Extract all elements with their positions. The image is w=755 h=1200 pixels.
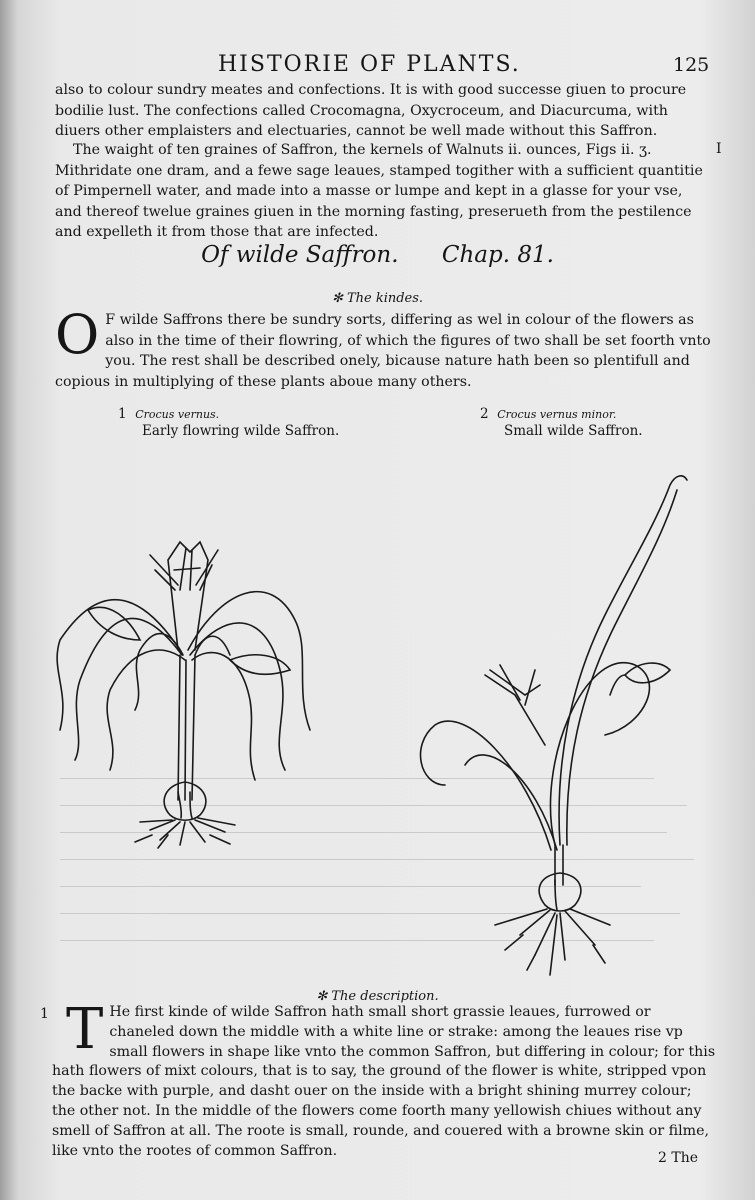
- crocus-vernus-illustration: [40, 530, 330, 880]
- chapter-title: Of wilde Saffron.: [201, 242, 399, 268]
- figure-caption-1: [118, 406, 339, 440]
- page-header: [0, 50, 755, 80]
- drop-capital-o: O: [55, 303, 100, 366]
- figure-latin-1: Crocus vernus.: [135, 408, 220, 421]
- description-text: He first kinde of wilde Saffron hath small short grassie leaues, furrowed or chaneled down the middle with a white line or strake: among the leaues rise vp small flowers in shape like vnto the common Saffron, but differing in colour; for this hath flowers of mixt colours, that is to say, the ground of the flower is white, stripped vpon the backe with purple, and dasht ouer on the inside with a bright shining murrey colour; the other not. In the middle of the flowers come foorth many yellowish chiues without any smell of Saffron at all. The roote is small, rounde, and couered with a browne skin or filme, like vnto the rootes of common Saffron.: [52, 1004, 716, 1159]
- figure-english-1: Early flowring wilde Saffron.: [142, 423, 340, 439]
- figure-number-2: 2: [480, 406, 489, 422]
- kindes-heading: ✻ The kindes.: [331, 291, 424, 306]
- description-heading: ✻ The description.: [316, 989, 439, 1004]
- figure-english-2: Small wilde Saffron.: [504, 423, 643, 439]
- catchword: 2 The: [658, 1150, 698, 1166]
- paragraph-saffron-uses: also to colour sundry meates and confections. It is with good successe giuen to procure bodilie lust. The confections called Crocomagna, Oxycroceum, and Diacurcuma, with diuers other emplaisters and electuaries, cannot be well made without this Saffron.: [55, 82, 687, 140]
- kindes-text: F wilde Saffrons there be sundry sorts, differing as wel in colour of the flowers as also in the time of their flowring, of which the figures of two shall be set foorth vnto you. The rest shall be described onely, bicause nature hath been so plentifull and copious in multiplying of these plants aboue many others.: [55, 312, 711, 390]
- kindes-paragraph: [55, 303, 715, 392]
- figure-number-1: 1: [118, 406, 127, 422]
- drop-capital-t: T: [66, 997, 104, 1062]
- margin-mark: I: [716, 141, 722, 157]
- running-title: HISTORIE OF PLANTS.: [218, 52, 521, 77]
- description-number: 1: [40, 1006, 49, 1022]
- page-number: 125: [673, 54, 710, 76]
- description-paragraph: [52, 997, 717, 1161]
- figure-caption-2: [480, 406, 643, 440]
- chapter-number: Chap. 81.: [441, 242, 554, 268]
- paragraph-saffron-remedy: The waight of ten graines of Saffron, the kernels of Walnuts ii. ounces, Figs ii. ʒ. Mithridate one dram, and a fewe sage leaues, stamped togither with a sufficient quantitie of Pimpernell water, and made into a masse or lumpe and kept in a glasse for your vse, and thereof twelue graines giuen in the morning fasting, preserueth from the pestilence and expelleth it from those that are infected.: [55, 142, 703, 241]
- crocus-vernus-minor-illustration: [405, 465, 705, 985]
- figure-latin-2: Crocus vernus minor.: [497, 408, 617, 421]
- chapter-heading: [0, 242, 755, 268]
